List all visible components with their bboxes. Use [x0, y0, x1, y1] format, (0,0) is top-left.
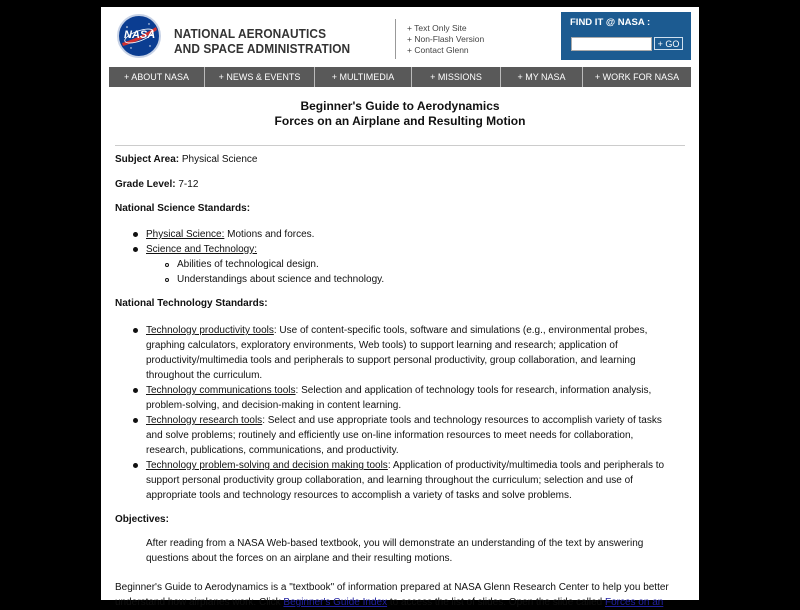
nav-news-events[interactable]: + NEWS & EVENTS — [205, 67, 315, 87]
nav-about-nasa[interactable]: + ABOUT NASA — [109, 67, 205, 87]
nss-item-text: Motions and forces. — [224, 229, 315, 240]
header-divider — [395, 19, 396, 59]
nts-item — [146, 383, 651, 413]
nss-item — [146, 242, 257, 257]
science-standards-heading: National Science Standards: — [115, 203, 251, 214]
bullet-icon — [133, 247, 138, 252]
agency-line-2: AND SPACE ADMINISTRATION — [174, 42, 351, 56]
nts-item-text: : Application of productivity/multimedia tools and peripherals to — [387, 460, 665, 471]
grade-label: Grade Level: — [115, 179, 176, 190]
search-label: FIND IT @ NASA : — [570, 17, 651, 28]
footer-line: Beginner's Guide to Aerodynamics is a "textbook" of information prepared at NASA Glenn Research Center to help you better — [115, 582, 669, 593]
logo-wordmark: NASA — [124, 29, 156, 41]
nss-subitem: Understandings about science and technology. — [177, 274, 385, 285]
subject-value: Physical Science — [181, 154, 258, 165]
nts-item-line: support personal productivity group collaboration, and learning throughout the curriculum; selection and use of — [146, 475, 633, 486]
footer-text: understand how airplanes work. Click — [115, 597, 284, 608]
footer-line — [115, 595, 669, 610]
objectives-line: questions about the forces on an airplane and their resulting motions. — [146, 553, 453, 564]
guide-index-link[interactable]: Beginner's Guide Index — [283, 597, 388, 608]
objectives-text — [146, 536, 643, 566]
bullet-icon — [133, 418, 138, 423]
page-subtitle: Forces on an Airplane and Resulting Motion — [274, 114, 526, 128]
nav-my-nasa[interactable]: + MY NASA — [501, 67, 583, 87]
objectives-heading: Objectives: — [115, 514, 169, 525]
physical-science-link[interactable]: Physical Science: — [146, 229, 225, 240]
footer-text: to access the list of slides. Open the slide called — [387, 597, 605, 608]
nts-item-line: throughout the curriculum. — [146, 370, 263, 381]
nts-item — [146, 323, 647, 383]
communications-tools-link[interactable]: Technology communications tools — [146, 385, 296, 396]
sub-bullet-icon — [165, 263, 169, 267]
bullet-icon — [133, 463, 138, 468]
nts-item-text: : Select and use appropriate tools and technology resources to accomplish variety of tasks — [262, 415, 662, 426]
problem-solving-tools-link[interactable]: Technology problem-solving and decision making tools — [146, 460, 388, 471]
text-only-link[interactable]: + Text Only Site — [407, 23, 467, 33]
go-button[interactable]: + GO — [654, 37, 683, 50]
sub-bullet-icon — [165, 278, 169, 282]
productivity-tools-link[interactable]: Technology productivity tools — [146, 325, 274, 336]
objectives-line: After reading from a NASA Web-based textbook, you will demonstrate an understanding of the text by answering — [146, 538, 644, 549]
nts-item-text: : Use of content-specific tools, software and simulations (e.g., environmental probes, — [273, 325, 648, 336]
agency-name[interactable] — [174, 27, 350, 57]
science-technology-link[interactable]: Science and Technology: — [146, 244, 258, 255]
nts-item-line: appropriate tools and technology resources to accomplish a variety of tasks and solve problems. — [146, 490, 572, 501]
nts-item-line: graphing calculators, exploratory environments, Web tools) to support learning and research; application of — [146, 340, 618, 351]
bullet-icon — [133, 232, 138, 237]
nav-multimedia[interactable]: + MULTIMEDIA — [315, 67, 412, 87]
search-panel — [561, 12, 691, 60]
contact-glenn-link[interactable]: + Contact Glenn — [407, 45, 469, 55]
nss-item — [146, 227, 314, 242]
technology-standards-heading: National Technology Standards: — [115, 298, 268, 309]
nasa-logo[interactable] — [117, 14, 161, 58]
subject-label: Subject Area: — [115, 154, 180, 165]
quick-links — [407, 23, 484, 56]
nts-item — [146, 413, 662, 458]
grade-value: 7-12 — [178, 179, 199, 190]
site-header — [101, 7, 699, 67]
nts-item-line: problem-solving, and decision-making in content learning. — [146, 400, 402, 411]
nss-subitem: Abilities of technological design. — [177, 259, 319, 270]
main-nav — [109, 67, 691, 87]
nts-item-line: and solve problems; routinely and efficiently use on-line information resources to meet needs for collaboration, — [146, 430, 634, 441]
agency-line-1: NATIONAL AERONAUTICS — [174, 27, 327, 41]
nts-item — [146, 458, 664, 503]
nts-item-line: productivity/multimedia tools and peripherals to support personal productivity, group collaboration, and learning — [146, 355, 636, 366]
nts-item-line: research, publications, communications, and productivity. — [146, 445, 399, 456]
non-flash-link[interactable]: + Non-Flash Version — [407, 34, 485, 44]
nts-item-text: : Selection and application of technology tools for research, information analysis, — [295, 385, 652, 396]
page — [101, 7, 699, 608]
forces-slide-link[interactable]: Forces on an — [604, 597, 664, 608]
search-input[interactable] — [571, 37, 652, 51]
title-divider — [115, 145, 685, 146]
grade-level — [115, 177, 198, 192]
nav-work-for-nasa[interactable]: + WORK FOR NASA — [594, 72, 680, 82]
footer-paragraph — [115, 580, 669, 610]
bullet-icon — [133, 388, 138, 393]
bullet-icon — [133, 328, 138, 333]
nav-missions[interactable]: + MISSIONS — [412, 67, 501, 87]
research-tools-link[interactable]: Technology research tools — [146, 415, 263, 426]
page-title: Beginner's Guide to Aerodynamics — [300, 99, 500, 113]
subject-area — [115, 152, 257, 167]
